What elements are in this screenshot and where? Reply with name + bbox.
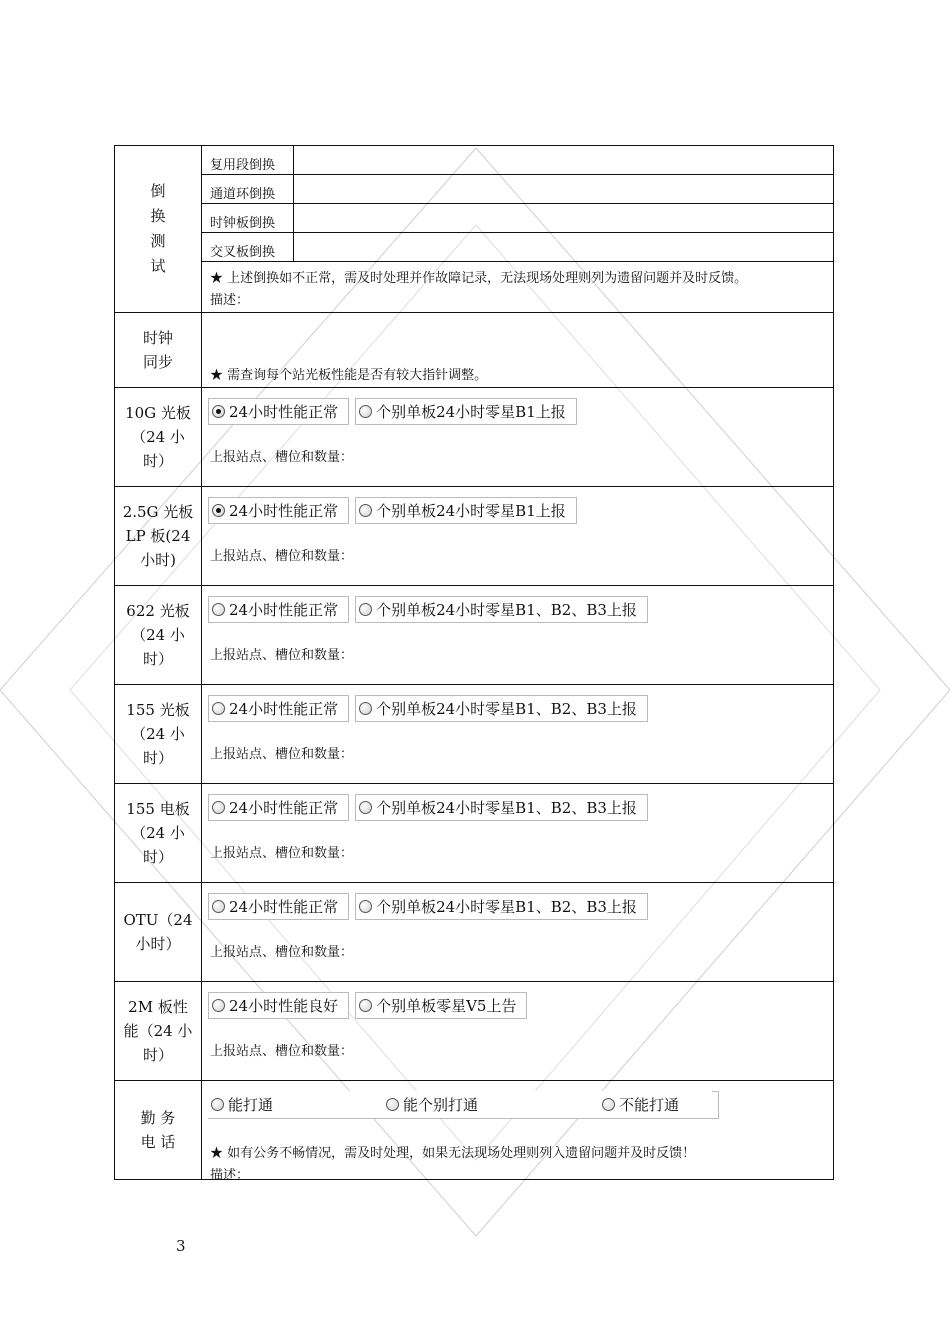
- radio-button-icon[interactable]: [212, 504, 225, 517]
- performance-option[interactable]: [355, 893, 648, 920]
- performance-row: [115, 586, 834, 685]
- performance-row-content: [202, 784, 834, 883]
- label-line: 试: [150, 257, 166, 275]
- option-label: 个别单板24小时零星B1上报: [376, 403, 566, 421]
- description-label: 描述：: [210, 1168, 250, 1183]
- report-label: 上报站点、槽位和数量：: [210, 1044, 354, 1059]
- radio-button-icon[interactable]: [359, 801, 372, 814]
- service-phone-note: [202, 1137, 695, 1187]
- performance-row-content: [202, 487, 834, 586]
- performance-options: [208, 794, 648, 821]
- page-number: 3: [176, 1237, 186, 1255]
- option-label: 不能打通: [619, 1096, 680, 1114]
- performance-row: [115, 883, 834, 982]
- label-line: 622 光板: [126, 602, 190, 620]
- label-line: 换: [150, 207, 166, 225]
- performance-row-label: [115, 982, 202, 1081]
- label-line: 时钟: [142, 329, 173, 347]
- performance-option[interactable]: [355, 497, 577, 524]
- performance-row-content: [202, 586, 834, 685]
- performance-option[interactable]: [208, 596, 349, 623]
- performance-row-content: [202, 388, 834, 487]
- description-label: 描述：: [210, 293, 250, 308]
- report-label: 上报站点、槽位和数量：: [210, 648, 354, 663]
- clock-sync-note: ★ 需查询每个站光板性能是否有较大指针调整。: [210, 368, 488, 383]
- label-line: （24 小: [131, 824, 185, 842]
- label-line: OTU（24: [123, 911, 193, 929]
- performance-row-label: [115, 883, 202, 982]
- phone-options: [208, 1091, 712, 1118]
- label-line: 时）: [142, 650, 173, 668]
- switch-test-label: [115, 146, 202, 313]
- performance-row-content: [202, 883, 834, 982]
- service-phone-content: [202, 1081, 834, 1183]
- option-label: 个别单板24小时零星B1上报: [376, 502, 566, 520]
- option-label: 个别单板24小时零星B1、B2、B3上报: [376, 601, 637, 619]
- performance-option[interactable]: [208, 794, 349, 821]
- performance-row-label: [115, 586, 202, 685]
- radio-button-icon[interactable]: [359, 405, 372, 418]
- note-text: ★ 上述倒换如不正常，需及时处理并作故障记录，无法现场处理则列为遗留问题并及时反馈。: [210, 271, 748, 286]
- switch-item-row: [202, 175, 833, 204]
- report-label: 上报站点、槽位和数量：: [210, 846, 354, 861]
- switch-item-value-field[interactable]: [294, 204, 833, 232]
- report-label: 上报站点、槽位和数量：: [210, 747, 354, 762]
- radio-button-icon[interactable]: [212, 405, 225, 418]
- option-label: 24小时性能正常: [229, 700, 339, 718]
- performance-option[interactable]: [208, 695, 349, 722]
- label-line: 2M 板性: [128, 998, 188, 1016]
- switch-item-row: [202, 146, 833, 175]
- performance-options: [208, 695, 648, 722]
- label-line: LP 板(24: [125, 527, 191, 545]
- performance-row-label: [115, 487, 202, 586]
- performance-option[interactable]: [355, 794, 648, 821]
- clock-sync-content: [202, 313, 834, 388]
- phone-option[interactable]: [386, 1091, 602, 1118]
- performance-option[interactable]: [208, 497, 349, 524]
- phone-option[interactable]: [602, 1091, 712, 1118]
- label-line: 时）: [142, 1046, 173, 1064]
- performance-row-label: [115, 685, 202, 784]
- switch-item-value-field[interactable]: [294, 146, 833, 174]
- switch-item-row: [202, 233, 833, 262]
- label-line: 时）: [142, 749, 173, 767]
- performance-option[interactable]: [208, 992, 349, 1019]
- radio-button-icon[interactable]: [359, 999, 372, 1012]
- radio-button-icon[interactable]: [212, 900, 225, 913]
- label-line: 同步: [142, 353, 173, 371]
- report-label: 上报站点、槽位和数量：: [210, 549, 354, 564]
- performance-row-content: [202, 685, 834, 784]
- label-line: 小时）: [135, 935, 181, 953]
- option-label: 24小时性能正常: [229, 898, 339, 916]
- radio-button-icon[interactable]: [359, 504, 372, 517]
- option-label: 个别单板24小时零星B1、B2、B3上报: [376, 799, 637, 817]
- switch-test-content: [202, 146, 834, 313]
- note-text: ★ 如有公务不畅情况，需及时处理，如果无法现场处理则列入遗留问题并及时反馈！: [210, 1146, 696, 1161]
- option-label: 个别单板24小时零星B1、B2、B3上报: [376, 898, 637, 916]
- label-line: （24 小: [131, 428, 185, 446]
- label-line: 测: [150, 232, 166, 250]
- label-line: 电 话: [140, 1133, 176, 1151]
- switch-item-label: 交叉板倒换: [202, 233, 294, 261]
- clock-sync-label: [115, 313, 202, 388]
- label-line: 能（24 小: [123, 1022, 193, 1040]
- option-label: 个别单板零星V5上告: [376, 997, 517, 1015]
- label-line: 155 光板: [126, 701, 190, 719]
- label-line: 倒: [150, 182, 166, 200]
- switch-item-value-field[interactable]: [294, 233, 833, 261]
- performance-row: [115, 685, 834, 784]
- performance-option[interactable]: [355, 398, 577, 425]
- option-label: 能个别打通: [403, 1096, 479, 1114]
- option-label: 个别单板24小时零星B1、B2、B3上报: [376, 700, 637, 718]
- switch-item-label: 复用段倒换: [202, 146, 294, 174]
- performance-options: [208, 398, 577, 425]
- performance-row: [115, 487, 834, 586]
- label-line: 155 电板: [126, 800, 190, 818]
- performance-option[interactable]: [355, 992, 527, 1019]
- report-label: 上报站点、槽位和数量：: [210, 450, 354, 465]
- radio-button-icon[interactable]: [386, 1098, 399, 1111]
- radio-button-icon[interactable]: [602, 1098, 615, 1111]
- label-line: 10G 光板: [125, 404, 191, 422]
- radio-button-icon[interactable]: [359, 702, 372, 715]
- switch-item-value-field[interactable]: [294, 175, 833, 203]
- inspection-form-table: [114, 145, 834, 1183]
- radio-button-icon[interactable]: [212, 603, 225, 616]
- radio-button-icon[interactable]: [212, 801, 225, 814]
- label-line: 小时): [140, 551, 176, 569]
- service-phone-label: [115, 1081, 202, 1180]
- label-line: （24 小: [131, 626, 185, 644]
- performance-option[interactable]: [355, 695, 648, 722]
- performance-option[interactable]: [355, 596, 648, 623]
- performance-row: [115, 388, 834, 487]
- switch-item-label: 通道环倒换: [202, 175, 294, 203]
- option-label: 24小时性能正常: [229, 601, 339, 619]
- radio-button-icon[interactable]: [359, 900, 372, 913]
- report-label: 上报站点、槽位和数量：: [210, 945, 354, 960]
- option-label: 24小时性能正常: [229, 502, 339, 520]
- radio-button-icon[interactable]: [359, 603, 372, 616]
- option-label: 24小时性能正常: [229, 799, 339, 817]
- label-line: 勤 务: [140, 1109, 176, 1127]
- switch-item-row: [202, 204, 833, 233]
- radio-button-icon[interactable]: [212, 702, 225, 715]
- switch-item-label: 时钟板倒换: [202, 204, 294, 232]
- performance-option[interactable]: [208, 398, 349, 425]
- performance-row: [115, 982, 834, 1081]
- label-line: 2.5G 光板: [122, 503, 194, 521]
- performance-row-label: [115, 388, 202, 487]
- radio-button-icon[interactable]: [212, 999, 225, 1012]
- performance-options: [208, 497, 577, 524]
- performance-row-label: [115, 784, 202, 883]
- performance-options: [208, 893, 648, 920]
- option-label: 24小时性能良好: [229, 997, 339, 1015]
- radio-button-icon[interactable]: [211, 1098, 224, 1111]
- label-line: 时）: [142, 452, 173, 470]
- performance-row-content: [202, 982, 834, 1081]
- phone-option[interactable]: [208, 1091, 386, 1118]
- label-line: （24 小: [131, 725, 185, 743]
- performance-row: [115, 784, 834, 883]
- label-line: 时）: [142, 848, 173, 866]
- performance-options: [208, 596, 648, 623]
- performance-options: [208, 992, 527, 1019]
- option-label: 能打通: [228, 1096, 274, 1114]
- option-label: 24小时性能正常: [229, 403, 339, 421]
- performance-option[interactable]: [208, 893, 349, 920]
- switch-test-note: [202, 262, 833, 312]
